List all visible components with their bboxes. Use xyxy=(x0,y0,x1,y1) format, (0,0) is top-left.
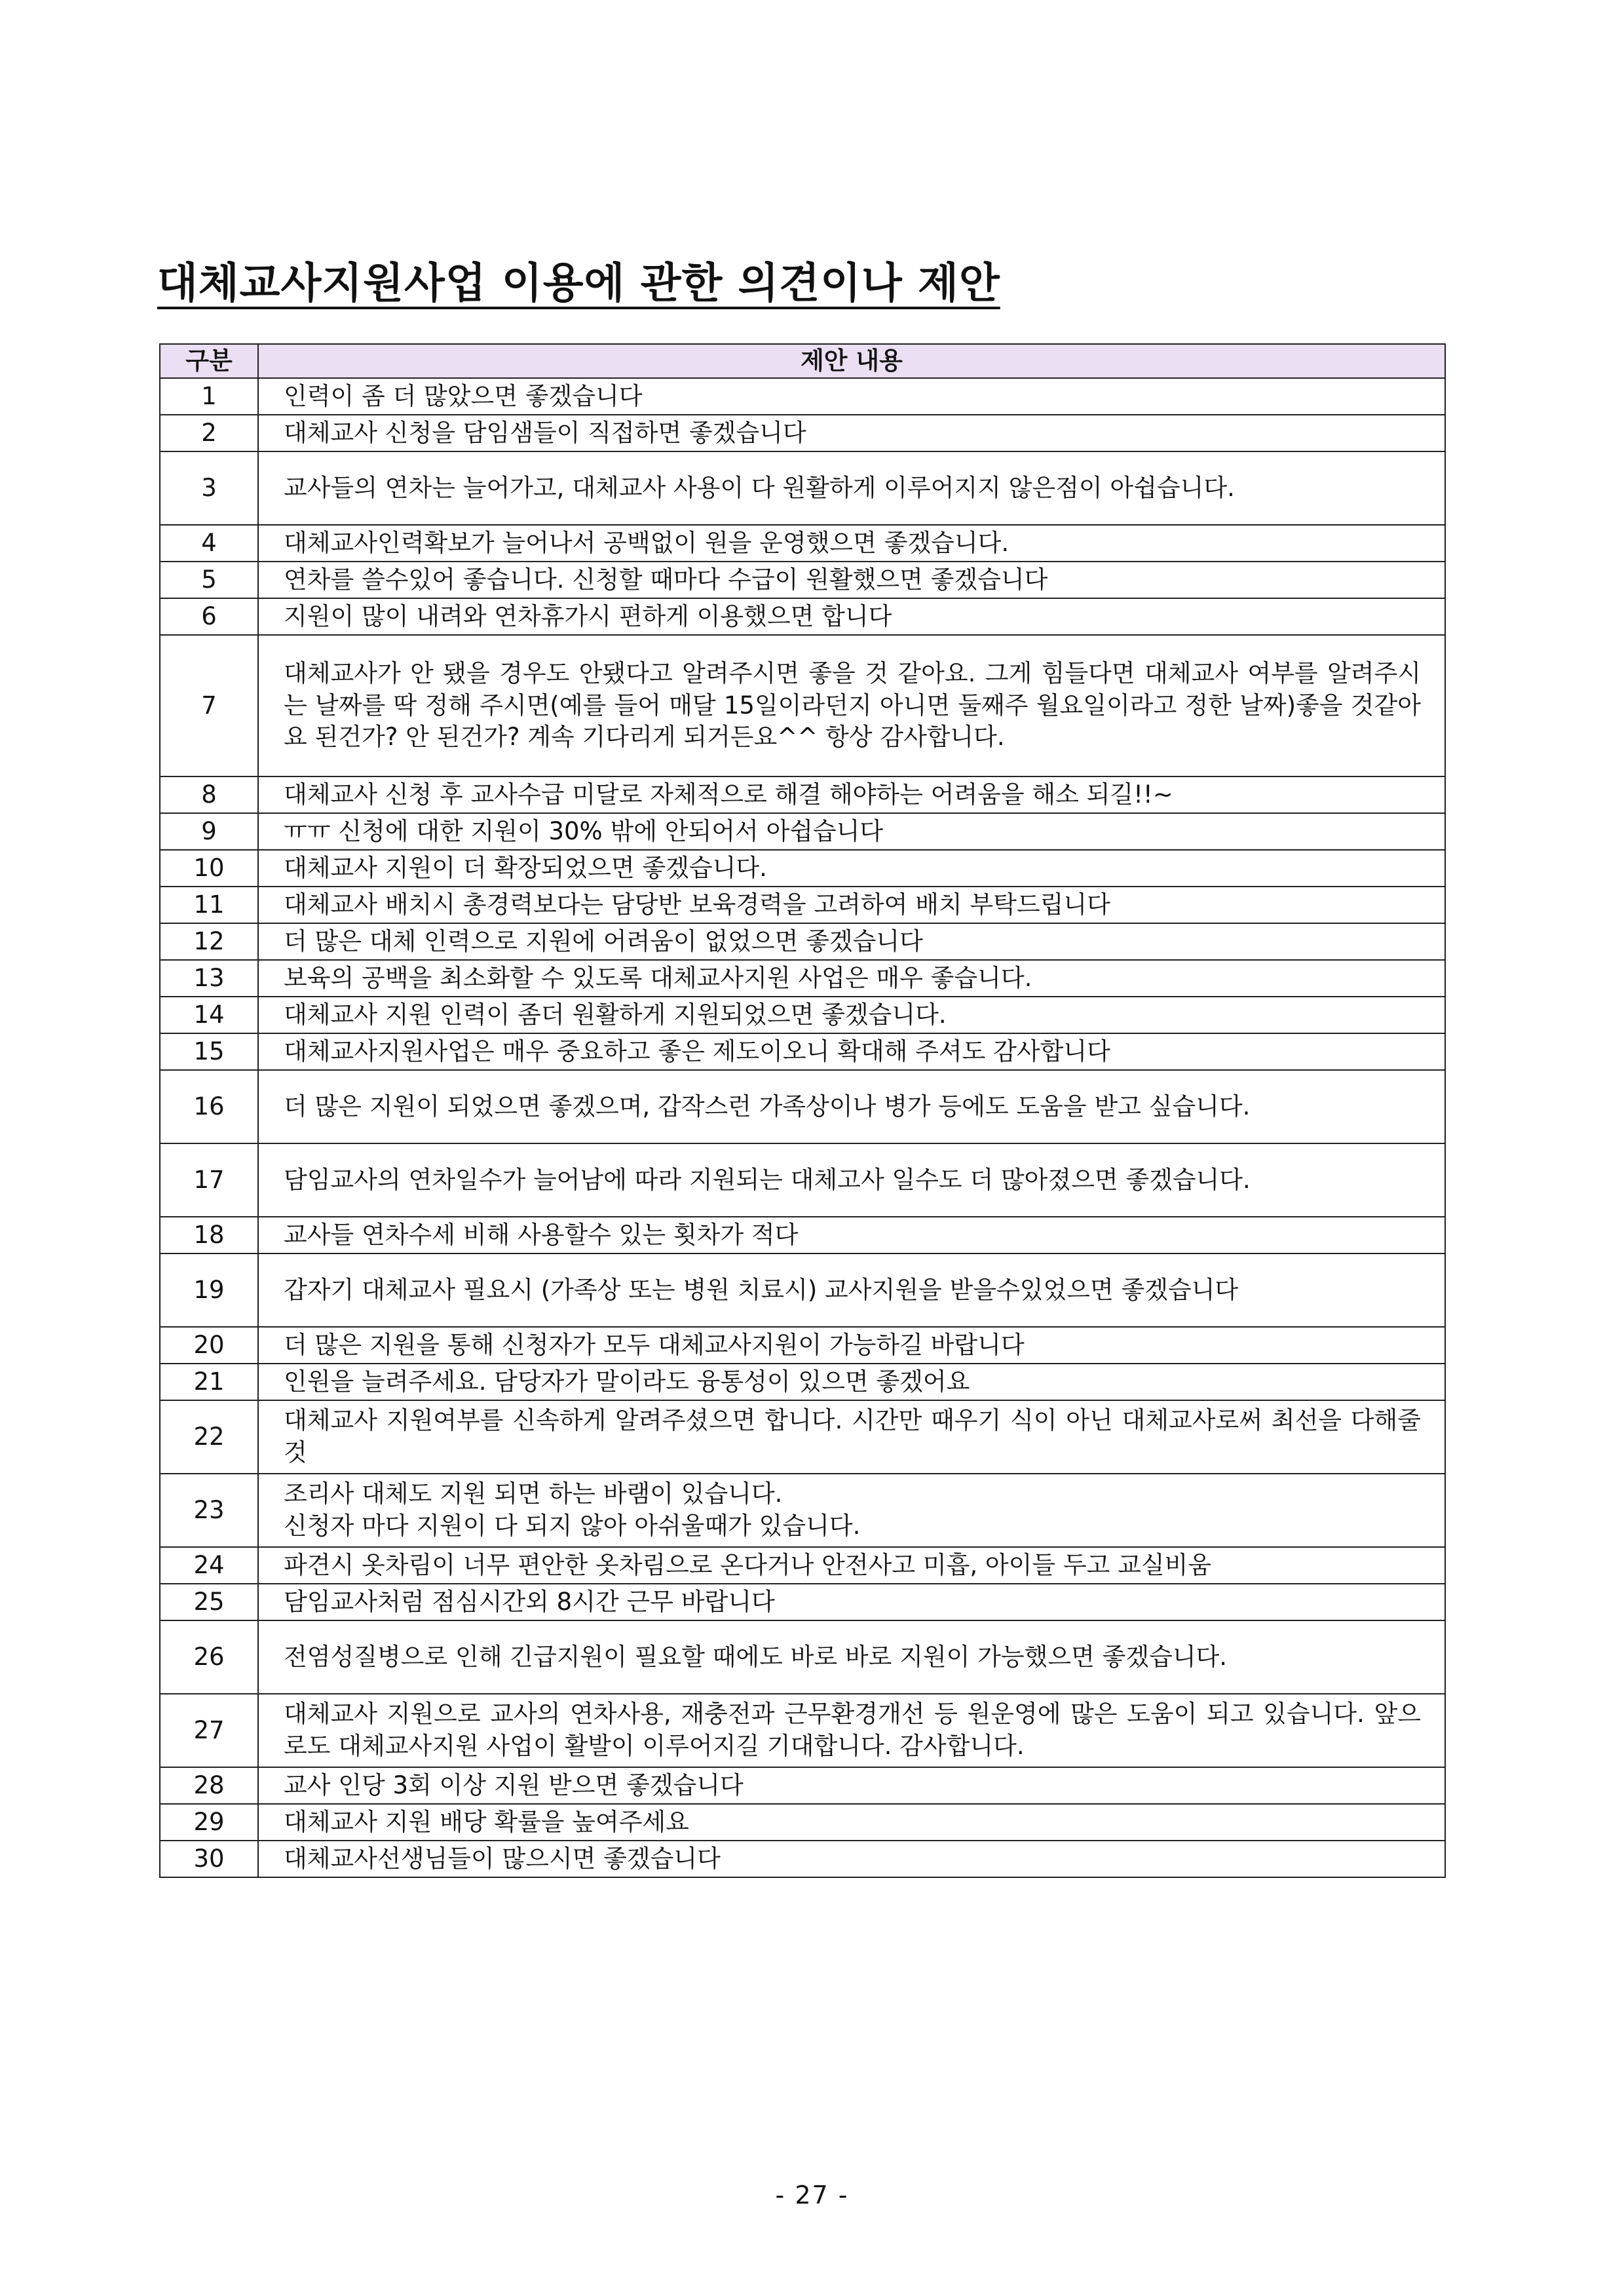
table-row xyxy=(160,923,1445,960)
row-number-cell: 16 xyxy=(160,1070,258,1143)
table-row xyxy=(160,1327,1445,1364)
row-number-cell: 12 xyxy=(160,923,258,960)
suggestion-cell xyxy=(258,960,1445,997)
suggestion-cell xyxy=(258,525,1445,562)
suggestion-cell xyxy=(258,923,1445,960)
suggestion-text: ㅠㅠ 신청에 대한 지원이 30% 밖에 안되어서 아쉽습니다 xyxy=(284,816,884,845)
suggestion-cell xyxy=(258,1327,1445,1364)
suggestion-text: 교사들의 연차는 늘어가고, 대체교사 사용이 다 원활하게 이루어지지 않은점이 아쉽습니다. xyxy=(284,473,1235,502)
suggestion-text: 대체교사 지원이 더 확장되었으면 좋겠습니다. xyxy=(284,853,767,882)
table-row xyxy=(160,1033,1445,1070)
suggestion-cell xyxy=(258,598,1445,635)
row-number-cell: 4 xyxy=(160,525,258,562)
suggestion-text: 대체교사 신청 후 교사수급 미달로 자체적으로 해결 해야하는 어려움을 해소 되길!!~ xyxy=(284,780,1173,809)
table-row xyxy=(160,813,1445,850)
suggestion-text: 전염성질병으로 인해 긴급지원이 필요할 때에도 바로 바로 지원이 가능했으면 좋겠습니다. xyxy=(284,1642,1228,1671)
suggestion-text: 갑자기 대체교사 필요시 (가족상 또는 병원 치료시) 교사지원을 받을수있었으면 좋겠습니다 xyxy=(284,1275,1239,1304)
row-number-cell: 29 xyxy=(160,1804,258,1841)
row-number-cell: 7 xyxy=(160,635,258,776)
table-row xyxy=(160,598,1445,635)
suggestion-text: 대체교사선생님들이 많으시면 좋겠습니다 xyxy=(284,1844,721,1873)
suggestion-cell xyxy=(258,451,1445,525)
row-number-cell: 5 xyxy=(160,562,258,598)
table-row xyxy=(160,525,1445,562)
table-row xyxy=(160,1767,1445,1804)
row-number-cell: 13 xyxy=(160,960,258,997)
table-row xyxy=(160,1143,1445,1217)
suggestion-cell xyxy=(258,1143,1445,1217)
table-row xyxy=(160,1474,1445,1547)
table-row xyxy=(160,1364,1445,1400)
page-title: 대체교사지원사업 이용에 관한 의견이나 제안 xyxy=(157,259,1000,308)
suggestion-text: 대체교사인력확보가 늘어나서 공백없이 원을 운영했으면 좋겠습니다. xyxy=(284,528,1010,557)
table-row xyxy=(160,1804,1445,1841)
column-header-content: 제안 내용 xyxy=(258,344,1445,378)
suggestion-cell xyxy=(258,813,1445,850)
table-row xyxy=(160,635,1445,776)
suggestion-cell xyxy=(258,1767,1445,1804)
row-number-cell: 6 xyxy=(160,598,258,635)
suggestion-cell xyxy=(258,887,1445,923)
row-number-cell: 30 xyxy=(160,1841,258,1877)
suggestion-text: 담임교사처럼 점심시간외 8시간 근무 바랍니다 xyxy=(284,1587,775,1616)
row-number-cell: 24 xyxy=(160,1547,258,1584)
suggestion-cell xyxy=(258,850,1445,887)
suggestion-cell xyxy=(258,776,1445,813)
row-number-cell: 9 xyxy=(160,813,258,850)
suggestion-text: 연차를 쓸수있어 좋습니다. 신청할 때마다 수급이 원활했으면 좋겠습니다 xyxy=(284,565,1048,594)
table-row xyxy=(160,1400,1445,1474)
table-row xyxy=(160,1584,1445,1620)
opinion-table xyxy=(159,343,1446,1878)
column-header-number: 구분 xyxy=(160,344,258,378)
row-number-cell: 10 xyxy=(160,850,258,887)
suggestion-text: 신청자 마다 지원이 다 되지 않아 아쉬울때가 있습니다. xyxy=(284,1512,861,1540)
row-number-cell: 2 xyxy=(160,415,258,451)
suggestion-text: 보육의 공백을 최소화할 수 있도록 대체교사지원 사업은 매우 좋습니다. xyxy=(284,963,1032,992)
suggestion-text: 인원을 늘려주세요. 담당자가 말이라도 융통성이 있으면 좋겠어요 xyxy=(284,1367,970,1396)
table-row xyxy=(160,1253,1445,1327)
suggestion-cell xyxy=(258,415,1445,451)
row-number-cell: 18 xyxy=(160,1217,258,1253)
suggestion-text: 지원이 많이 내려와 연차휴가시 편하게 이용했으면 합니다 xyxy=(284,602,892,630)
row-number-cell: 26 xyxy=(160,1620,258,1694)
row-number-cell: 20 xyxy=(160,1327,258,1364)
row-number-cell: 21 xyxy=(160,1364,258,1400)
row-number-cell: 19 xyxy=(160,1253,258,1327)
suggestion-text: 대체교사 지원여부를 신속하게 알려주셨으면 합니다. 시간만 때우기 식이 아닌 대체교사로써 최선을 다해줄것 xyxy=(284,1406,1421,1466)
page-number: - 27 - xyxy=(775,2181,849,2210)
row-number-cell: 14 xyxy=(160,997,258,1033)
row-number-cell: 3 xyxy=(160,451,258,525)
suggestion-cell xyxy=(258,1217,1445,1253)
suggestion-cell xyxy=(258,1253,1445,1327)
row-number-cell: 23 xyxy=(160,1474,258,1547)
suggestion-text: 교사 인당 3회 이상 지원 받으면 좋겠습니다 xyxy=(284,1770,744,1799)
row-number-cell: 11 xyxy=(160,887,258,923)
suggestion-text: 대체교사 배치시 총경력보다는 담당반 보육경력을 고려하여 배치 부탁드립니다 xyxy=(284,890,1110,919)
suggestion-text: 대체교사가 안 됐을 경우도 안됐다고 알려주시면 좋을 것 같아요. 그게 힘들다면 대체교사 여부를 알려주시는 날짜를 딱 정해 주시면(예를 들어 매달 15일이라던지 아니면 둘째주 월요일이라고 정한 날짜)좋을 것같아요 된건가? 안 된건가? 계속 기다리게 되거든요^^ 항상 감사합니다. xyxy=(284,659,1421,752)
suggestion-text: 대체교사 지원 인력이 좀더 원활하게 지원되었으면 좋겠습니다. xyxy=(284,1000,947,1029)
suggestion-cell xyxy=(258,1364,1445,1400)
suggestion-cell xyxy=(258,1474,1445,1547)
suggestion-text: 대체교사 지원 배당 확률을 높여주세요 xyxy=(284,1807,689,1836)
suggestion-text: 조리사 대체도 지원 되면 하는 바램이 있습니다. xyxy=(284,1480,783,1508)
table-row xyxy=(160,960,1445,997)
row-number-cell: 25 xyxy=(160,1584,258,1620)
table-row xyxy=(160,1620,1445,1694)
table-row xyxy=(160,850,1445,887)
suggestion-text: 더 많은 지원이 되었으면 좋겠으며, 갑작스런 가족상이나 병가 등에도 도움을 받고 싶습니다. xyxy=(284,1092,1251,1120)
row-number-cell: 17 xyxy=(160,1143,258,1217)
table-row xyxy=(160,1547,1445,1584)
table-row xyxy=(160,997,1445,1033)
suggestion-cell xyxy=(258,1584,1445,1620)
suggestion-cell xyxy=(258,1033,1445,1070)
suggestion-text: 파견시 옷차림이 너무 편안한 옷차림으로 온다거나 안전사고 미흡, 아이들 두고 교실비움 xyxy=(284,1550,1212,1579)
table-row xyxy=(160,1694,1445,1767)
suggestion-text: 더 많은 지원을 통해 신청자가 모두 대체교사지원이 가능하길 바랍니다 xyxy=(284,1330,1025,1359)
table-body xyxy=(160,378,1445,1877)
row-number-cell: 8 xyxy=(160,776,258,813)
suggestion-text: 대체교사지원사업은 매우 중요하고 좋은 제도이오니 확대해 주셔도 감사합니다 xyxy=(284,1037,1110,1065)
suggestion-text: 교사들 연차수세 비해 사용할수 있는 횟차가 적다 xyxy=(284,1220,799,1249)
suggestion-cell xyxy=(258,1400,1445,1474)
suggestion-text: 더 많은 대체 인력으로 지원에 어려움이 없었으면 좋겠습니다 xyxy=(284,927,923,955)
suggestion-cell xyxy=(258,635,1445,776)
suggestion-text: 인력이 좀 더 많았으면 좋겠습니다 xyxy=(284,381,643,410)
suggestion-text: 대체교사 지원으로 교사의 연차사용, 재충전과 근무환경개선 등 원운영에 많은 도움이 되고 있습니다. 앞으로도 대체교사지원 사업이 활발이 이루어지길 기대합니다. 감사합니다. xyxy=(284,1700,1421,1760)
table-row xyxy=(160,451,1445,525)
suggestion-cell xyxy=(258,1841,1445,1877)
table-row xyxy=(160,1841,1445,1877)
table-row xyxy=(160,415,1445,451)
table-row xyxy=(160,378,1445,415)
suggestion-text: 대체교사 신청을 담임샘들이 직접하면 좋겠습니다 xyxy=(284,418,806,447)
suggestion-cell xyxy=(258,1694,1445,1767)
table-row xyxy=(160,776,1445,813)
suggestion-cell xyxy=(258,1070,1445,1143)
row-number-cell: 1 xyxy=(160,378,258,415)
table-header-row xyxy=(160,344,1445,378)
suggestion-cell xyxy=(258,997,1445,1033)
suggestion-cell xyxy=(258,1547,1445,1584)
table-row xyxy=(160,1070,1445,1143)
row-number-cell: 27 xyxy=(160,1694,258,1767)
suggestion-text: 담임교사의 연차일수가 늘어남에 따라 지원되는 대체고사 일수도 더 많아졌으면 좋겠습니다. xyxy=(284,1165,1251,1194)
suggestion-cell xyxy=(258,378,1445,415)
table-row xyxy=(160,887,1445,923)
suggestion-cell xyxy=(258,1620,1445,1694)
suggestion-cell xyxy=(258,1804,1445,1841)
row-number-cell: 15 xyxy=(160,1033,258,1070)
table-row xyxy=(160,1217,1445,1253)
row-number-cell: 22 xyxy=(160,1400,258,1474)
suggestion-cell xyxy=(258,562,1445,598)
row-number-cell: 28 xyxy=(160,1767,258,1804)
table-row xyxy=(160,562,1445,598)
